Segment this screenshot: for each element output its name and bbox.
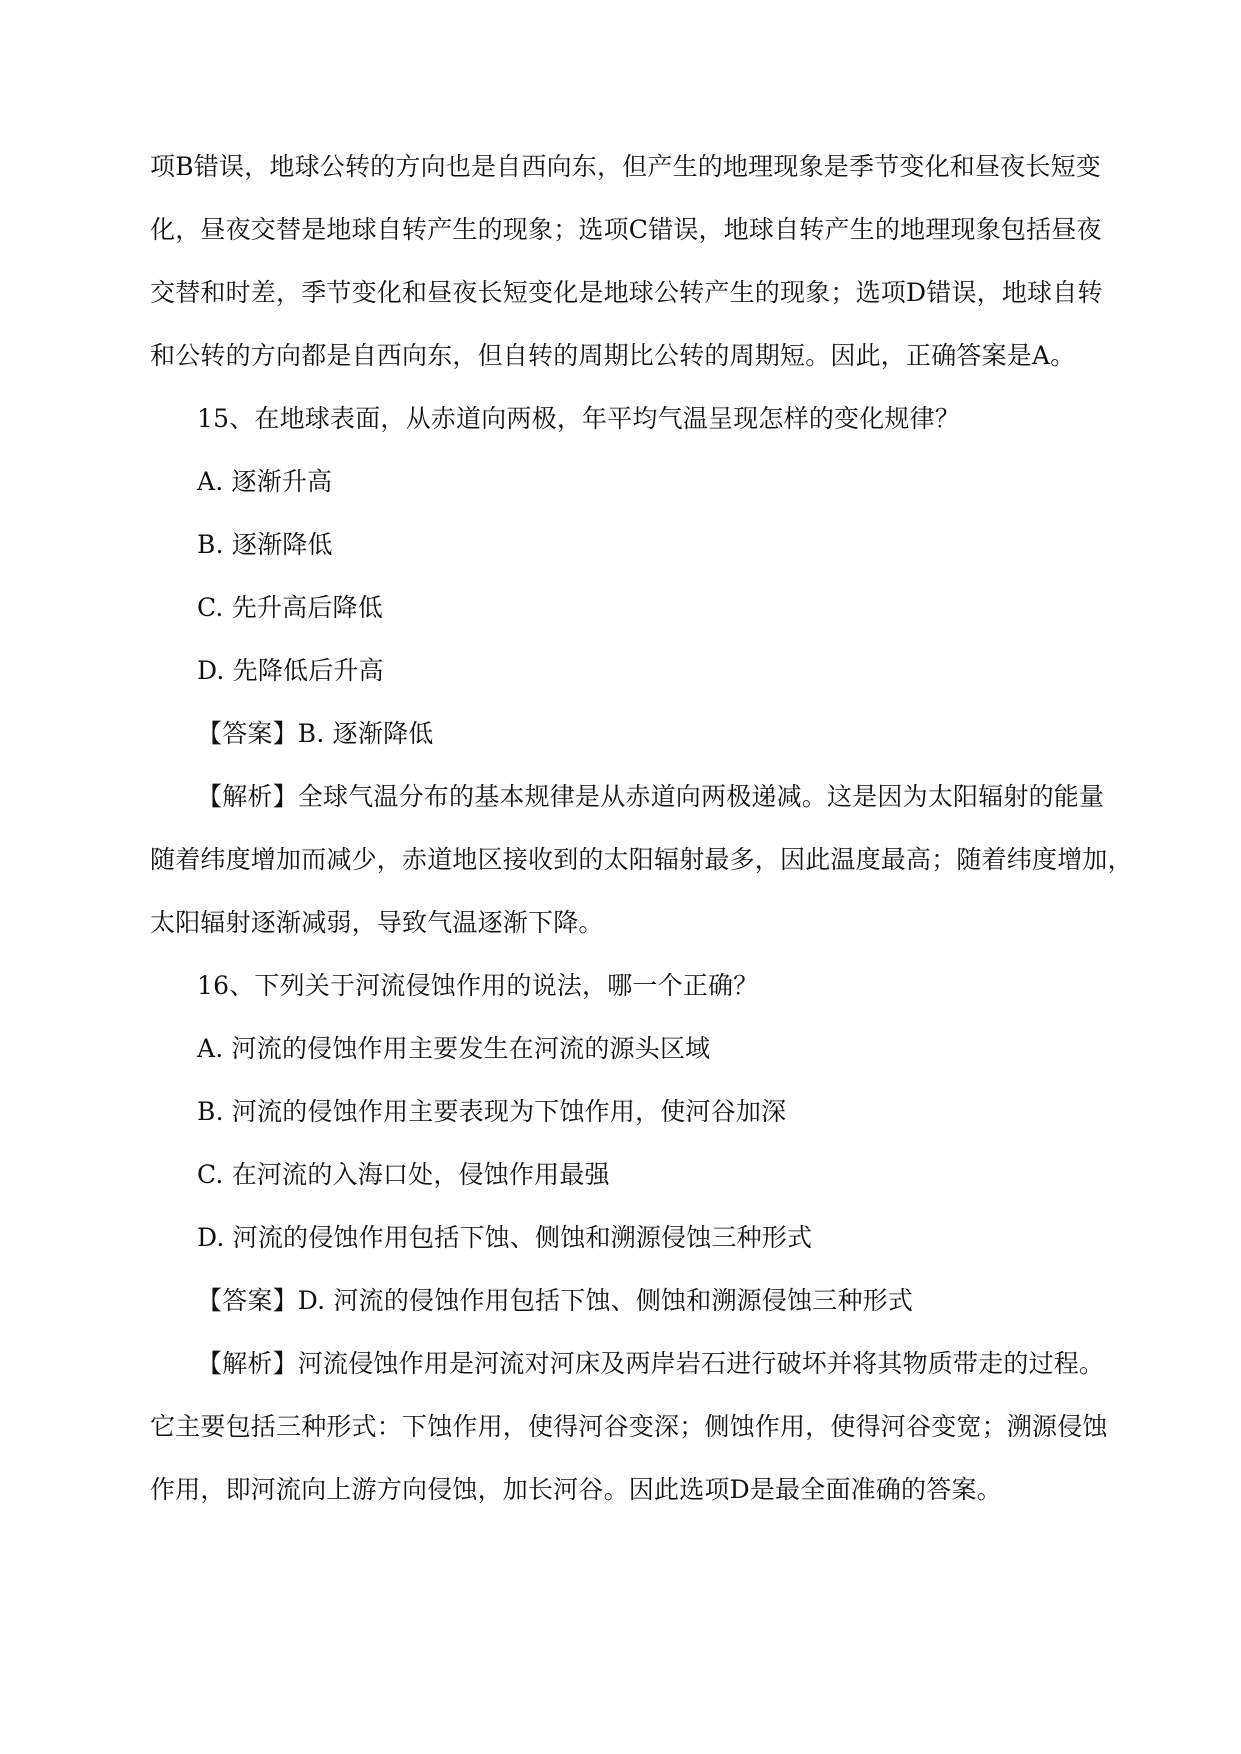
q15-explanation-1: 【解析】全球气温分布的基本规律是从赤道向两极递减。这是因为太阳辐射的能量 xyxy=(197,782,1105,811)
q15-option-d: D. 先降低后升高 xyxy=(197,656,384,685)
text-line-prev-explanation-3: 交替和时差，季节变化和昼夜长短变化是地球公转产生的现象；选项D错误，地球自转 xyxy=(150,278,1103,307)
q16-answer: 【答案】D. 河流的侵蚀作用包括下蚀、侧蚀和溯源侵蚀三种形式 xyxy=(197,1286,914,1315)
q16-explanation-2: 它主要包括三种形式：下蚀作用，使得河谷变深；侧蚀作用，使得河谷变宽；溯源侵蚀 xyxy=(150,1412,1108,1441)
q15-explanation-3: 太阳辐射逐渐减弱，导致气温逐渐下降。 xyxy=(150,908,604,937)
q16-option-d: D. 河流的侵蚀作用包括下蚀、侧蚀和溯源侵蚀三种形式 xyxy=(197,1223,813,1252)
q16-option-a: A. 河流的侵蚀作用主要发生在河流的源头区域 xyxy=(197,1034,711,1063)
q15-option-a: A. 逐渐升高 xyxy=(197,467,333,496)
text-line-prev-explanation-4: 和公转的方向都是自西向东，但自转的周期比公转的周期短。因此，正确答案是A。 xyxy=(150,341,1076,370)
text-line-prev-explanation-1: 项B错误，地球公转的方向也是自西向东，但产生的地理现象是季节变化和昼夜长短变 xyxy=(150,152,1101,181)
text-line-prev-explanation-2: 化，昼夜交替是地球自转产生的现象；选项C错误，地球自转产生的地理现象包括昼夜 xyxy=(150,215,1102,244)
question-15: 15、在地球表面，从赤道向两极，年平均气温呈现怎样的变化规律？ xyxy=(197,404,961,433)
q15-option-c: C. 先升高后降低 xyxy=(197,593,383,622)
q16-explanation-1: 【解析】河流侵蚀作用是河流对河床及两岸岩石进行破坏并将其物质带走的过程。 xyxy=(197,1349,1105,1378)
q16-explanation-3: 作用，即河流向上游方向侵蚀，加长河谷。因此选项D是最全面准确的答案。 xyxy=(150,1475,1002,1504)
question-16: 16、下列关于河流侵蚀作用的说法，哪一个正确？ xyxy=(197,971,759,1000)
q16-option-b: B. 河流的侵蚀作用主要表现为下蚀作用，使河谷加深 xyxy=(197,1097,787,1126)
q16-option-c: C. 在河流的入海口处，侵蚀作用最强 xyxy=(197,1160,610,1189)
q15-option-b: B. 逐渐降低 xyxy=(197,530,333,559)
q15-explanation-2: 随着纬度增加而减少，赤道地区接收到的太阳辐射最多，因此温度最高；随着纬度增加， xyxy=(150,845,1133,874)
q15-answer: 【答案】B. 逐渐降低 xyxy=(197,719,434,748)
